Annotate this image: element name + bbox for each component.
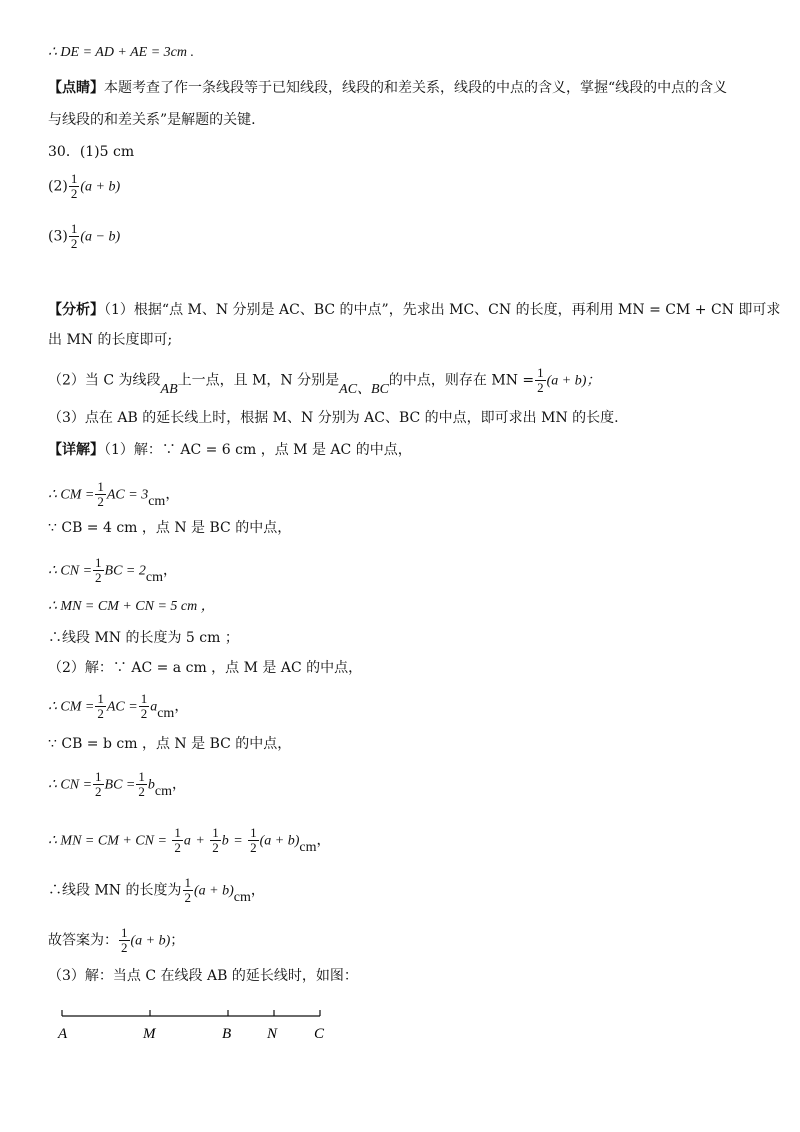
answer-line: 故答案为： $\frac{1}{2}$ (a + b)； (48, 925, 185, 955)
fenxi-line-2: （2）当 C 为线段AB上一点，且 M，N 分别是AC、BC的中点，则存在 MN = $\frac{1}{2}$ (a + b)； (48, 365, 601, 397)
xiangjie-line-1: 【详解】（1）解：∵ AC = 6 cm ，点 M 是 AC 的中点， (48, 442, 412, 458)
fraction: $\frac{1}{2}$ (212, 825, 219, 855)
xj-cb-b-line: ∵ CB = b cm ，点 N 是 BC 的中点， (48, 736, 292, 752)
answer-2: (2) $\frac{1}{2}$ (a + b) (48, 171, 121, 201)
label-n: N (267, 1026, 278, 1042)
fraction: $\frac{1}{2}$ (97, 691, 104, 721)
xj-cm-a-line: ∴ CM = $\frac{1}{2}$ AC = $\frac{1}{2}$ acm， (48, 691, 189, 721)
dianjing-line-2: 与线段的和差关系”是解题的关键. (48, 112, 256, 128)
fraction: $\frac{1}{2}$ (97, 479, 104, 509)
fraction: $\frac{1}{2}$ (138, 769, 145, 799)
dianjing-line-1: 【点睛】本题考查了作一条线段等于已知线段，线段的和差关系，线段的中点的含义，掌握“线段的中点的含义 (48, 80, 728, 96)
label-c: C (314, 1026, 325, 1042)
answer-3: (3) $\frac{1}{2}$ (a − b) (48, 221, 121, 251)
fenxi-line-3: （3）点在 AB 的延长线上时，根据 M、N 分别为 AC、BC 的中点，即可求出 MN 的长度. (48, 410, 619, 426)
label-b: B (222, 1026, 232, 1042)
xj-mn-length-ab: ∴线段 MN 的长度为 $\frac{1}{2}$ (a + b)cm， (48, 875, 265, 905)
xj-cn-line: ∴ CN = $\frac{1}{2}$ BC = 2cm， (48, 555, 177, 585)
segment-figure (48, 1000, 348, 1050)
fraction: $\frac{1}{2}$ (70, 221, 78, 251)
fraction: $\frac{1}{2}$ (537, 365, 544, 395)
fraction: $\frac{1}{2}$ (140, 691, 148, 721)
xj-cb-line: ∵ CB = 4 cm ，点 N 是 BC 的中点， (48, 520, 292, 536)
fenxi-line-1b: 出 MN 的长度即可; (48, 332, 173, 348)
conclusion-line: ∴ DE = AD + AE = 3cm . (48, 45, 194, 60)
xj-cn-b-line: ∴ CN = $\frac{1}{2}$ BC = $\frac{1}{2}$ bcm， (48, 769, 186, 799)
xj-mn-ab-line: ∴ MN = CM + CN = $\frac{1}{2}$ a + $\frac{1}{2}$ b = $\frac{1}{2}$ (a + b)cm， (48, 825, 331, 855)
fenxi-line-1: 【分析】（1）根据“点 M、N 分别是 AC、BC 的中点”，先求出 MC、CN 的长度，再利用 MN = CM + CN 即可求 (48, 302, 781, 318)
fraction: $\frac{1}{2}$ (95, 555, 102, 585)
xj-part3-line: （3）解：当点 C 在线段 AB 的延长线时，如图： (48, 968, 358, 984)
label-a: A (58, 1026, 68, 1042)
label-m: M (143, 1026, 156, 1042)
fraction: $\frac{1}{2}$ (250, 825, 257, 855)
fraction: $\frac{1}{2}$ (95, 769, 102, 799)
xiangjie-tag: 【详解】 (48, 442, 104, 458)
fraction: $\frac{1}{2}$ (121, 925, 128, 955)
dianjing-tag: 【点睛】 (48, 80, 104, 96)
fenxi-tag: 【分析】 (48, 302, 104, 318)
question-30: 30．(1)5 cm (48, 144, 135, 160)
fraction: $\frac{1}{2}$ (70, 171, 78, 201)
xj-mn-length: ∴线段 MN 的长度为 5 cm ； (48, 630, 239, 646)
xj-cm-line: ∴ CM = $\frac{1}{2}$ AC = 3cm， (48, 479, 180, 509)
xj-part2-line: （2）解：∵ AC = a cm ，点 M 是 AC 的中点， (48, 660, 363, 676)
fraction: $\frac{1}{2}$ (184, 875, 191, 905)
fraction: $\frac{1}{2}$ (174, 825, 181, 855)
xj-mn-line: ∴ MN = CM + CN = 5 cm ， (48, 599, 215, 614)
